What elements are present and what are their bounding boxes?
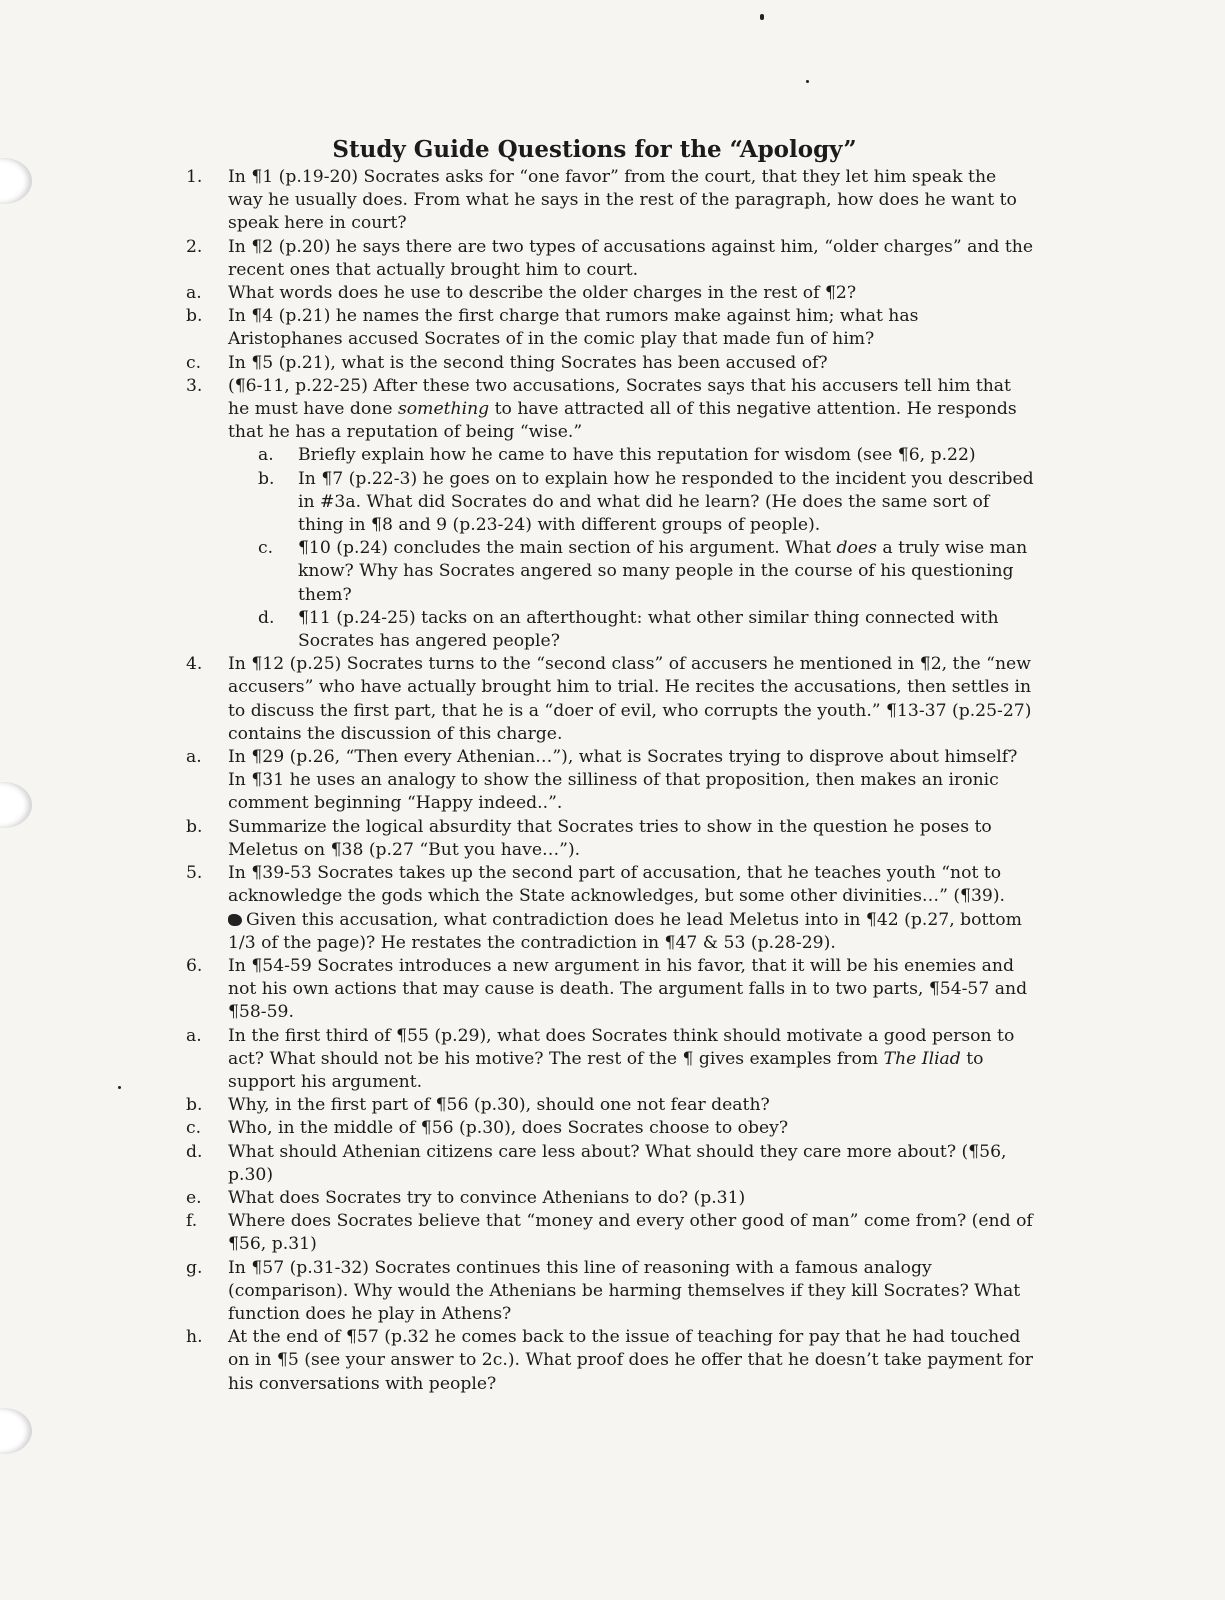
subquestion-list xyxy=(186,282,1036,375)
question-number: 3. xyxy=(186,375,203,396)
question-number: 4. xyxy=(186,654,203,675)
question-number: 1. xyxy=(186,167,203,187)
text-part: a truly wise man know? Why has Socrates angered so many people in the course of his questioning them? xyxy=(298,538,1028,605)
punch-hole xyxy=(0,158,32,204)
subquestion-letter: e. xyxy=(186,1187,202,1208)
subquestion-6g xyxy=(186,1257,1036,1327)
subquestion-text: What does Socrates try to convince Athenians to do? (p.31) xyxy=(228,1187,746,1208)
subquestion-letter: h. xyxy=(186,1327,203,1348)
question-number: 5. xyxy=(186,863,203,884)
subquestion-text: In ¶5 (p.21), what is the second thing Socrates has been accused of? xyxy=(228,352,828,373)
subquestion-text: Briefly explain how he came to have this reputation for wisdom (see ¶6, p.22) xyxy=(298,445,976,466)
subquestion-3a xyxy=(186,444,1036,467)
text-part: to support his argument. xyxy=(228,1048,984,1092)
question-5 xyxy=(186,862,1036,955)
subquestion-letter: c. xyxy=(186,352,202,373)
question-text xyxy=(228,375,1036,445)
subquestion-letter: d. xyxy=(258,607,275,628)
subquestion-text xyxy=(298,538,1027,604)
text-part: In the first third of ¶55 (p.29), what does Socrates think should motivate a good person to act? What should not be his motive? The rest of the ¶ gives examples from xyxy=(228,1025,1015,1069)
punch-hole xyxy=(0,782,32,828)
subquestion-list xyxy=(186,746,1036,862)
subquestion-6d xyxy=(186,1141,1036,1187)
subquestion-2b xyxy=(186,305,1036,351)
subquestion-text xyxy=(228,1026,1014,1092)
subquestion-letter: a. xyxy=(186,283,202,304)
subquestion-letter: f. xyxy=(186,1211,198,1232)
subquestion-2a xyxy=(186,282,1036,305)
subquestion-text: Where does Socrates believe that “money and every other good of man” come from? (end of ¶56, p.31) xyxy=(228,1211,1033,1255)
question-3 xyxy=(186,375,1036,445)
title-text: Study Guide Questions for the “Apology” xyxy=(332,136,857,163)
subquestion-letter: b. xyxy=(258,468,275,489)
subquestion-letter: b. xyxy=(186,306,203,327)
subquestion-letter: b. xyxy=(186,1095,203,1116)
subquestion-text: In ¶57 (p.31-32) Socrates continues this line of reasoning with a famous analogy (comparison). Why would the Athenians be harming themselves if they kill Socrates? What function does he play in Athens? xyxy=(228,1257,1021,1324)
text-part: to have attracted all of this negative attention. He responds that he has a reputation of being “wise.” xyxy=(228,399,1017,443)
subquestion-6f xyxy=(186,1210,1036,1256)
subquestion-6c xyxy=(186,1117,1036,1140)
subquestion-text: What should Athenian citizens care less about? What should they care more about? (¶56, p.30) xyxy=(228,1141,1007,1185)
ink-blot-icon xyxy=(228,914,242,926)
question-2 xyxy=(186,236,1036,282)
subquestion-text: In ¶4 (p.21) he names the first charge that rumors make against him; what has Aristophanes accused Socrates of in the comic play that made fun of him? xyxy=(228,306,919,350)
question-number: 6. xyxy=(186,955,203,976)
question-list xyxy=(186,166,1036,1396)
subquestion-3c xyxy=(186,537,1036,607)
question-4 xyxy=(186,653,1036,746)
question-text: In ¶54-59 Socrates introduces a new argument in his favor, that it will be his enemies and not his own actions that may cause is death. The argument falls in to two parts, ¶54-57 and ¶58-59. xyxy=(228,955,1028,1023)
question-text: In ¶39-53 Socrates takes up the second part of accusation, that he teaches youth “not to acknowledge the gods which the State acknowledges, but some other divinities…” (¶39). xyxy=(228,863,1006,907)
text-part: Given this accusation, what contradiction does he lead Meletus into in ¶42 (p.27, bottom 1/3 of the page)? He restates the contradiction in ¶47 & 53 (p.28-29). xyxy=(228,909,1022,953)
subquestion-4b xyxy=(186,816,1036,862)
emphasis-text: something xyxy=(397,399,490,420)
text-part: (¶6-11, p.22-25) After these two accusations, Socrates says that his accusers tell him that he must have done xyxy=(228,375,1011,420)
question-text: In ¶1 (p.19-20) Socrates asks for “one favor” from the court, that they let him speak the way he usually does. From what he says in the rest of the paragraph, how does he want to speak here in court? xyxy=(228,167,1017,234)
punch-hole xyxy=(0,1408,32,1454)
subquestion-4a xyxy=(186,746,1036,816)
subquestion-text: In ¶7 (p.22-3) he goes on to explain how he responded to the incident you described in #3a. What did Socrates do and what did he learn? (He does the same sort of thing in ¶8 and 9 (p.23-24) with different groups of people). xyxy=(298,468,1034,536)
question-text: In ¶12 (p.25) Socrates turns to the “second class” of accusers he mentioned in ¶2, the “new accusers” who have actually brought him to trial. He recites the accusations, then settles in to discuss the first part, that he is a “doer of evil, who corrupts the youth.” ¶13-37 (p.25-27) contains the discussion of this charge. xyxy=(228,654,1032,744)
subquestion-6a xyxy=(186,1025,1036,1095)
subquestion-text: At the end of ¶57 (p.32 he comes back to the issue of teaching for pay that he had touched on in ¶5 (see your answer to 2c.). What proof does he offer that he doesn’t take payment for his conversations with people? xyxy=(228,1327,1034,1394)
subquestion-letter: a. xyxy=(186,747,202,768)
subquestion-6e xyxy=(186,1187,1036,1210)
subquestion-text: Who, in the middle of ¶56 (p.30), does Socrates choose to obey? xyxy=(228,1118,789,1139)
text-part: ¶10 (p.24) concludes the main section of his argument. What xyxy=(298,538,837,559)
subquestion-text: ¶11 (p.24-25) tacks on an afterthought: what other similar thing connected with Socrates has angered people? xyxy=(298,607,999,652)
subquestion-text: What words does he use to describe the older charges in the rest of ¶2? xyxy=(228,283,857,304)
subquestion-letter: a. xyxy=(186,1025,202,1046)
emphasis-text: does xyxy=(836,538,877,559)
emphasis-text: The Iliad xyxy=(883,1048,961,1069)
subquestion-text: In ¶29 (p.26, “Then every Athenian…”), what is Socrates trying to disprove about himself? In ¶31 he uses an analogy to show the silliness of that proposition, then makes an ironic comment beginning “Happy indeed..”. xyxy=(228,747,1018,814)
scan-speck xyxy=(118,1086,121,1089)
subquestion-letter: a. xyxy=(258,445,274,466)
scan-speck xyxy=(760,14,764,20)
question-text-continued xyxy=(228,909,1036,955)
subquestion-letter: g. xyxy=(186,1257,203,1278)
subquestion-letter: d. xyxy=(186,1141,203,1162)
question-6 xyxy=(186,955,1036,1025)
question-number: 2. xyxy=(186,236,203,257)
question-1 xyxy=(186,166,1036,236)
subquestion-list xyxy=(186,1025,1036,1396)
subquestion-6h xyxy=(186,1326,1036,1396)
subquestion-text: Why, in the first part of ¶56 (p.30), should one not fear death? xyxy=(228,1095,770,1116)
page-title xyxy=(0,136,1225,163)
subquestion-letter: b. xyxy=(186,816,203,837)
subquestion-letter: c. xyxy=(258,538,274,559)
subquestion-letter: c. xyxy=(186,1118,202,1139)
subquestion-3d xyxy=(186,607,1036,653)
scan-speck xyxy=(806,80,809,83)
subquestion-list xyxy=(186,444,1036,653)
subquestion-text: Summarize the logical absurdity that Socrates tries to show in the question he poses to Meletus on ¶38 (p.27 “But you have…”). xyxy=(228,816,992,860)
subquestion-6b xyxy=(186,1094,1036,1117)
subquestion-2c xyxy=(186,352,1036,375)
subquestion-3b xyxy=(186,468,1036,538)
question-text: In ¶2 (p.20) he says there are two types of accusations against him, “older charges” and the recent ones that actually brought him to court. xyxy=(228,236,1034,280)
